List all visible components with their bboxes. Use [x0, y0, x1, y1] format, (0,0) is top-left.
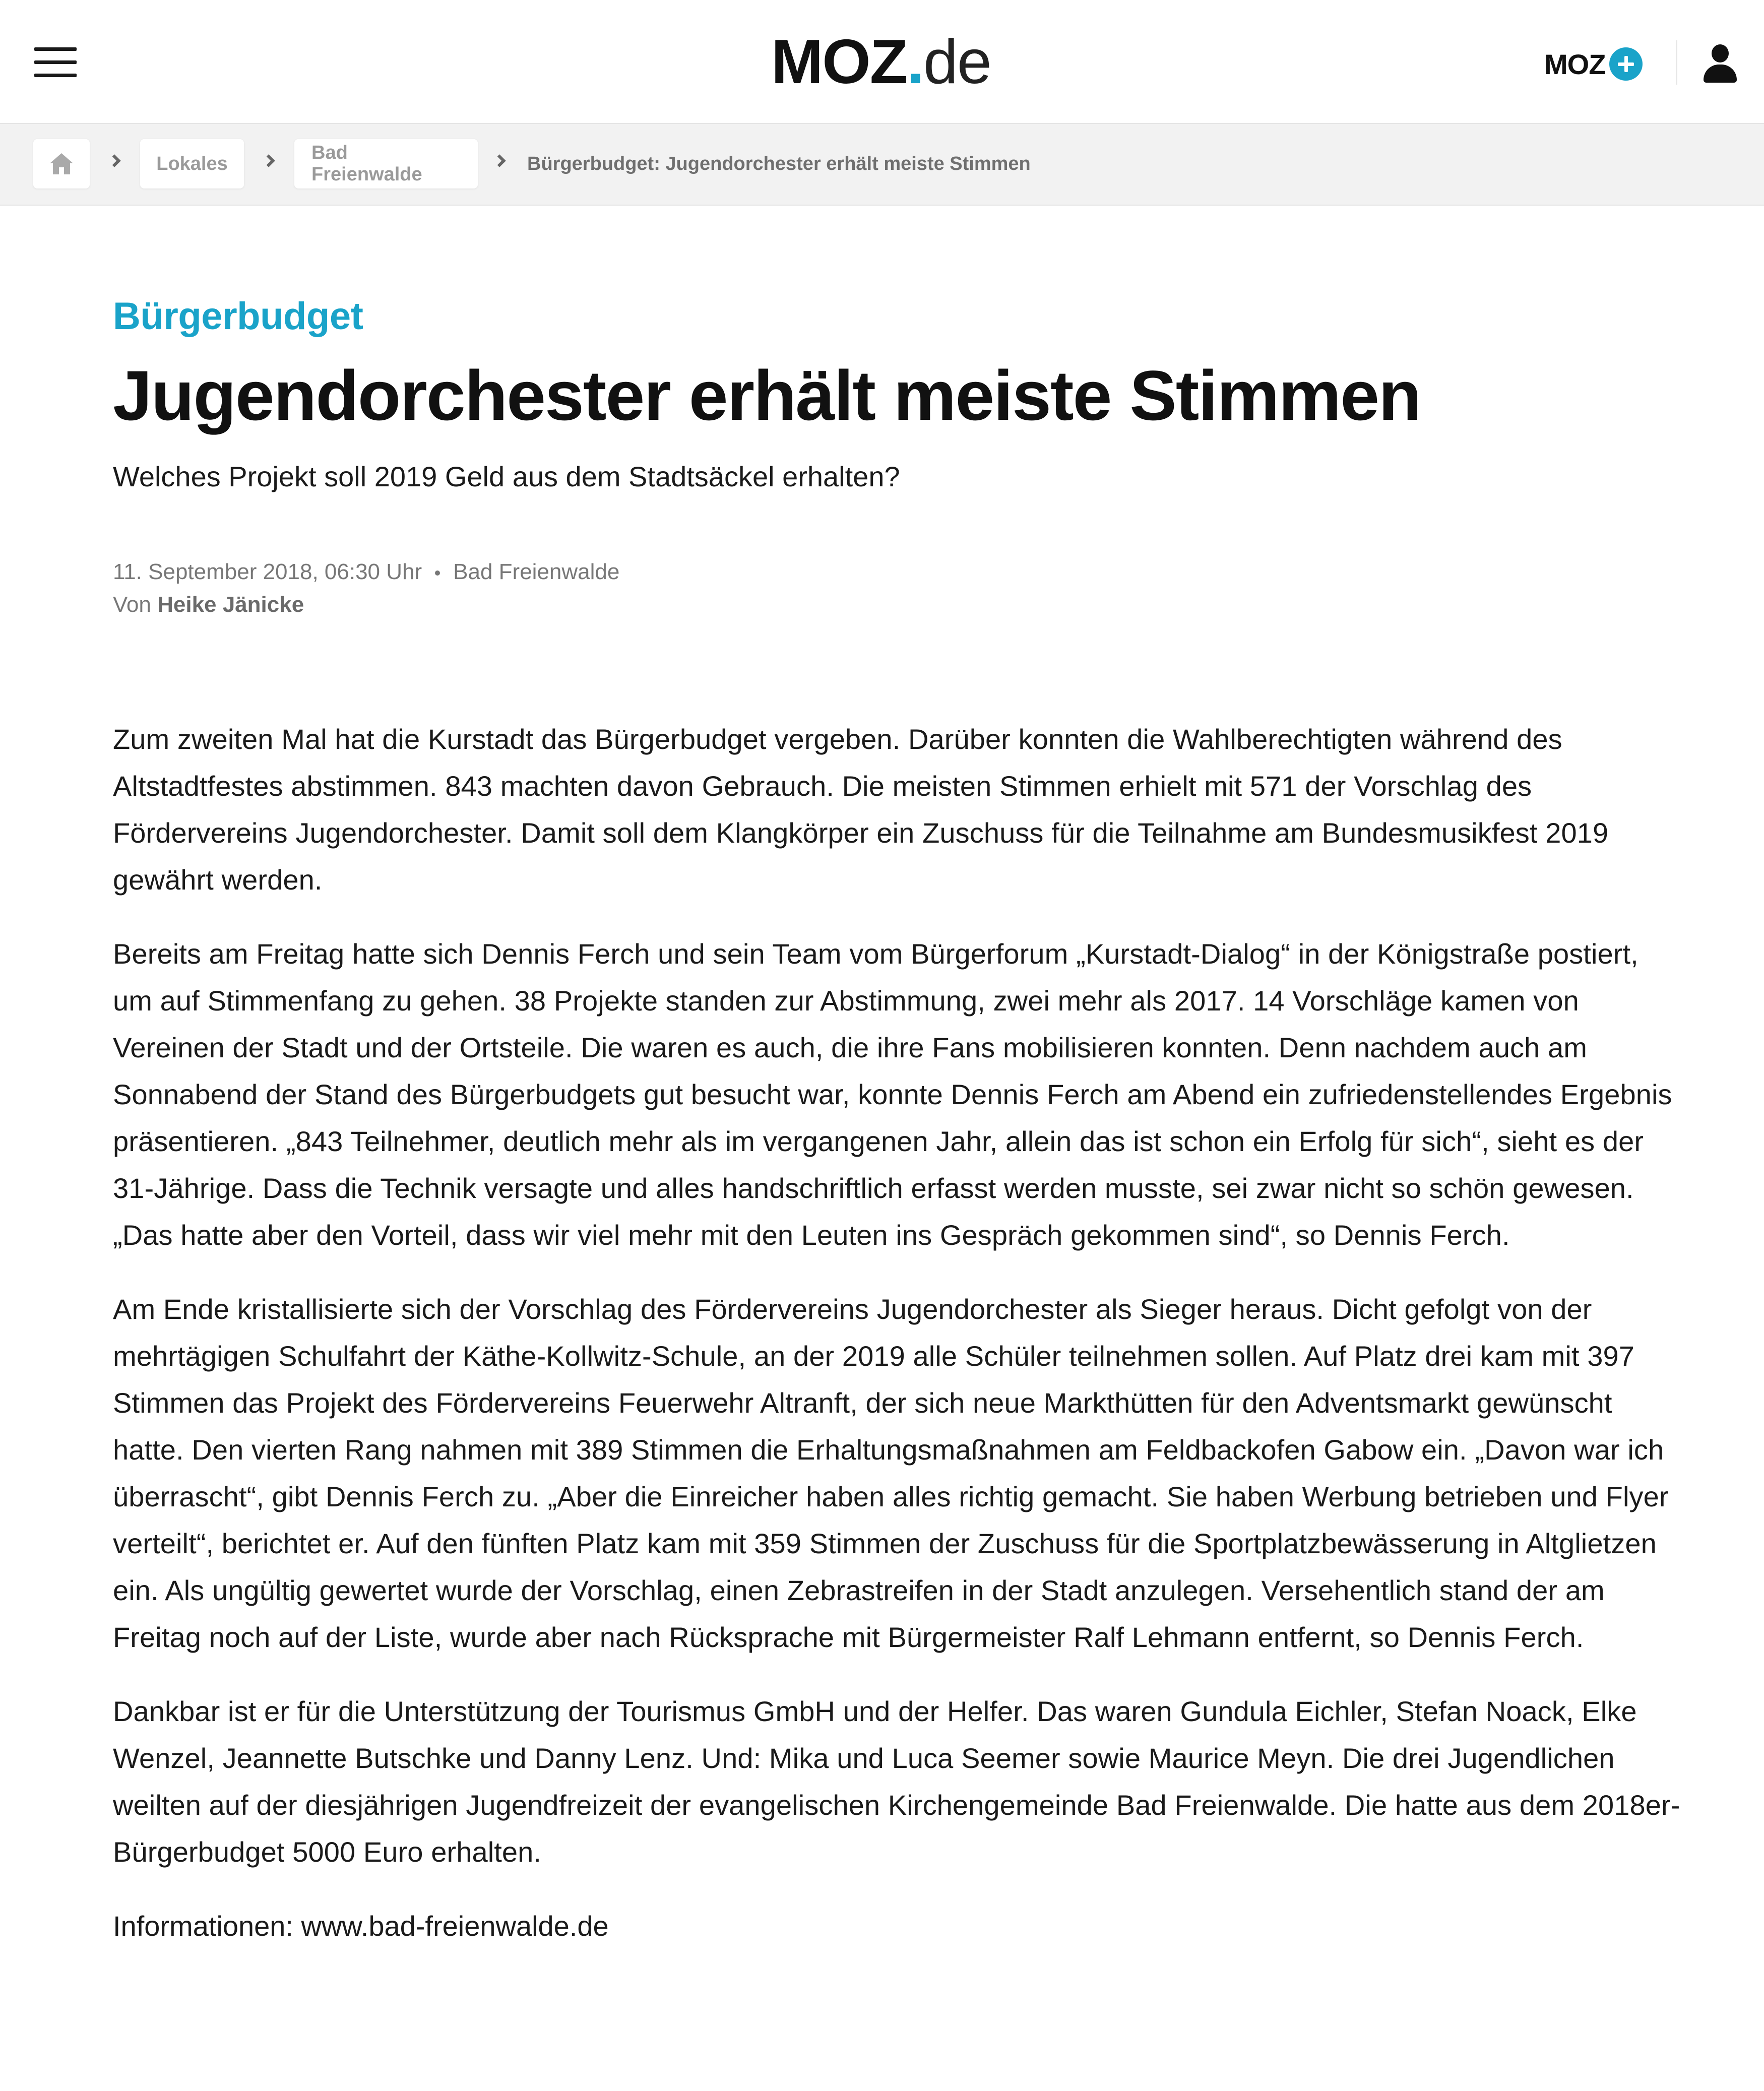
article-headline: Jugendorchester erhält meiste Stimmen: [113, 356, 1421, 435]
breadcrumb-current: Bürgerbudget: Jugendorchester erhält meiste Stimmen: [527, 153, 1031, 174]
moz-plus-label: MOZ: [1544, 48, 1606, 80]
hamburger-menu-icon[interactable]: [34, 47, 77, 77]
article-subtitle: Welches Projekt soll 2019 Geld aus dem Stadtsäckel erhalten?: [113, 461, 900, 492]
article-paragraph: Zum zweiten Mal hat die Kurstadt das Bürgerbudget vergeben. Darüber konnten die Wahlberechtigten während des Altstadtfestes abstimmen. 843 machten davon Gebrauch. Die meisten Stimmen erhielt mit 571 der Vorschlag des Fördervereins Jugendorchester. Damit soll dem Klangkörper ein Zuschuss für die Teilnahme am Bundesmusikfest 2019 gewährt werden.: [113, 723, 1609, 896]
site-logo[interactable]: [771, 24, 991, 100]
article-date: 11. September 2018, 06:30 Uhr: [113, 559, 422, 584]
chevron-right-icon: [262, 154, 275, 167]
article-info: Informationen: www.bad-freienwalde.de: [113, 1910, 609, 1942]
article-location: Bad Freienwalde: [453, 559, 620, 584]
author-name: Heike Jänicke: [157, 592, 304, 617]
meta-separator: [435, 571, 440, 576]
home-icon: [49, 153, 74, 174]
article-paragraph: Bereits am Freitag hatte sich Dennis Ferch und sein Team vom Bürgerforum „Kurstadt-Dialog“ in der Königstraße postiert, um auf Stimmenfang zu gehen. 38 Projekte standen zur Abstimmung, zwei mehr als 2017. 14 Vorschläge kamen von Vereinen der Stadt und der Ortsteile. Die waren es auch, die ihre Fans mobilisieren konnten. Denn nachdem auch am Sonnabend der Stand des Bürgerbudgets gut besucht war, konnte Dennis Ferch am Abend ein zufriedenstellendes Ergebnis präsentieren. „843 Teilnehmer, deutlich mehr als im vergangenen Jahr, allein das ist schon ein Erfolg für sich“, sieht es der 31-Jährige. Dass die Technik versagte und alles handschriftlich erfasst werden musste, sei zwar nicht so schön gewesen. „Das hatte aber den Vorteil, dass wir viel mehr mit den Leuten ins Gespräch gekommen sind“, so Dennis Ferch.: [113, 938, 1672, 1251]
chevron-right-icon: [493, 154, 506, 167]
article-body: [113, 716, 1680, 1949]
article-paragraph: Am Ende kristallisierte sich der Vorschlag des Fördervereins Jugendorchester als Sieger heraus. Dicht gefolgt von der mehrtägigen Schulfahrt der Käthe-Kollwitz-Schule, an der 2019 alle Schüler teilnehmen sollen. Auf Platz drei kam mit 397 Stimmen das Projekt des Fördervereins Feuerwehr Altranft, der sich neue Markthütten für den Adventsmarkt gewünscht hatte. Den vierten Rang nahmen mit 389 Stimmen die Erhaltungsmaßnahmen am Feldbackofen Gabow ein. „Davon war ich überrascht“, gibt Dennis Ferch zu. „Aber die Einreicher haben alles richtig gemacht. Sie haben Werbung betrieben und Flyer verteilt“, berichtet er. Auf den fünften Platz kam mit 359 Stimmen der Zuschuss für die Sportplatzbewässerung in Altglietzen ein. Als ungültig gewertet wurde der Vorschlag, einen Zebrastreifen in der Stadt anzulegen. Versehentlich stand der am Freitag noch auf der Liste, wurde aber nach Rücksprache mit Bürgermeister Ralf Lehmann entfernt, so Dennis Ferch.: [113, 1293, 1669, 1653]
header-divider: [1676, 40, 1677, 85]
user-icon[interactable]: [1704, 44, 1736, 83]
logo-tld: de: [923, 27, 991, 97]
article-paragraph: Dankbar ist er für die Unterstützung der Tourismus GmbH und der Helfer. Das waren Gundula Eichler, Stefan Noack, Elke Wenzel, Jeannette Butschke und Danny Lenz. Und: Mika und Luca Seemer sowie Maurice Meyn. Die drei Jugendlichen weilten auf der diesjährigen Jugendfreizeit der evangelischen Kirchengemeinde Bad Freienwalde. Die hatte aus dem 2018er-Bürgerbudget 5000 Euro erhalten.: [113, 1695, 1680, 1868]
article-meta: [113, 557, 619, 587]
site-header: [0, 0, 1764, 123]
breadcrumb-lokales[interactable]: Lokales: [140, 139, 244, 188]
breadcrumb: [0, 123, 1764, 206]
chevron-right-icon: [108, 154, 120, 167]
logo-main: MOZ: [771, 27, 907, 97]
breadcrumb-bad-freienwalde[interactable]: Bad Freienwalde: [294, 139, 478, 188]
author-prefix: Von: [113, 592, 158, 617]
article-kicker: Bürgerbudget: [113, 295, 363, 338]
moz-plus-button[interactable]: [1544, 44, 1643, 84]
plus-circle-icon: [1609, 47, 1643, 81]
article-author-line: [113, 590, 304, 620]
logo-dot: .: [907, 27, 923, 97]
breadcrumb-home[interactable]: [33, 139, 90, 188]
